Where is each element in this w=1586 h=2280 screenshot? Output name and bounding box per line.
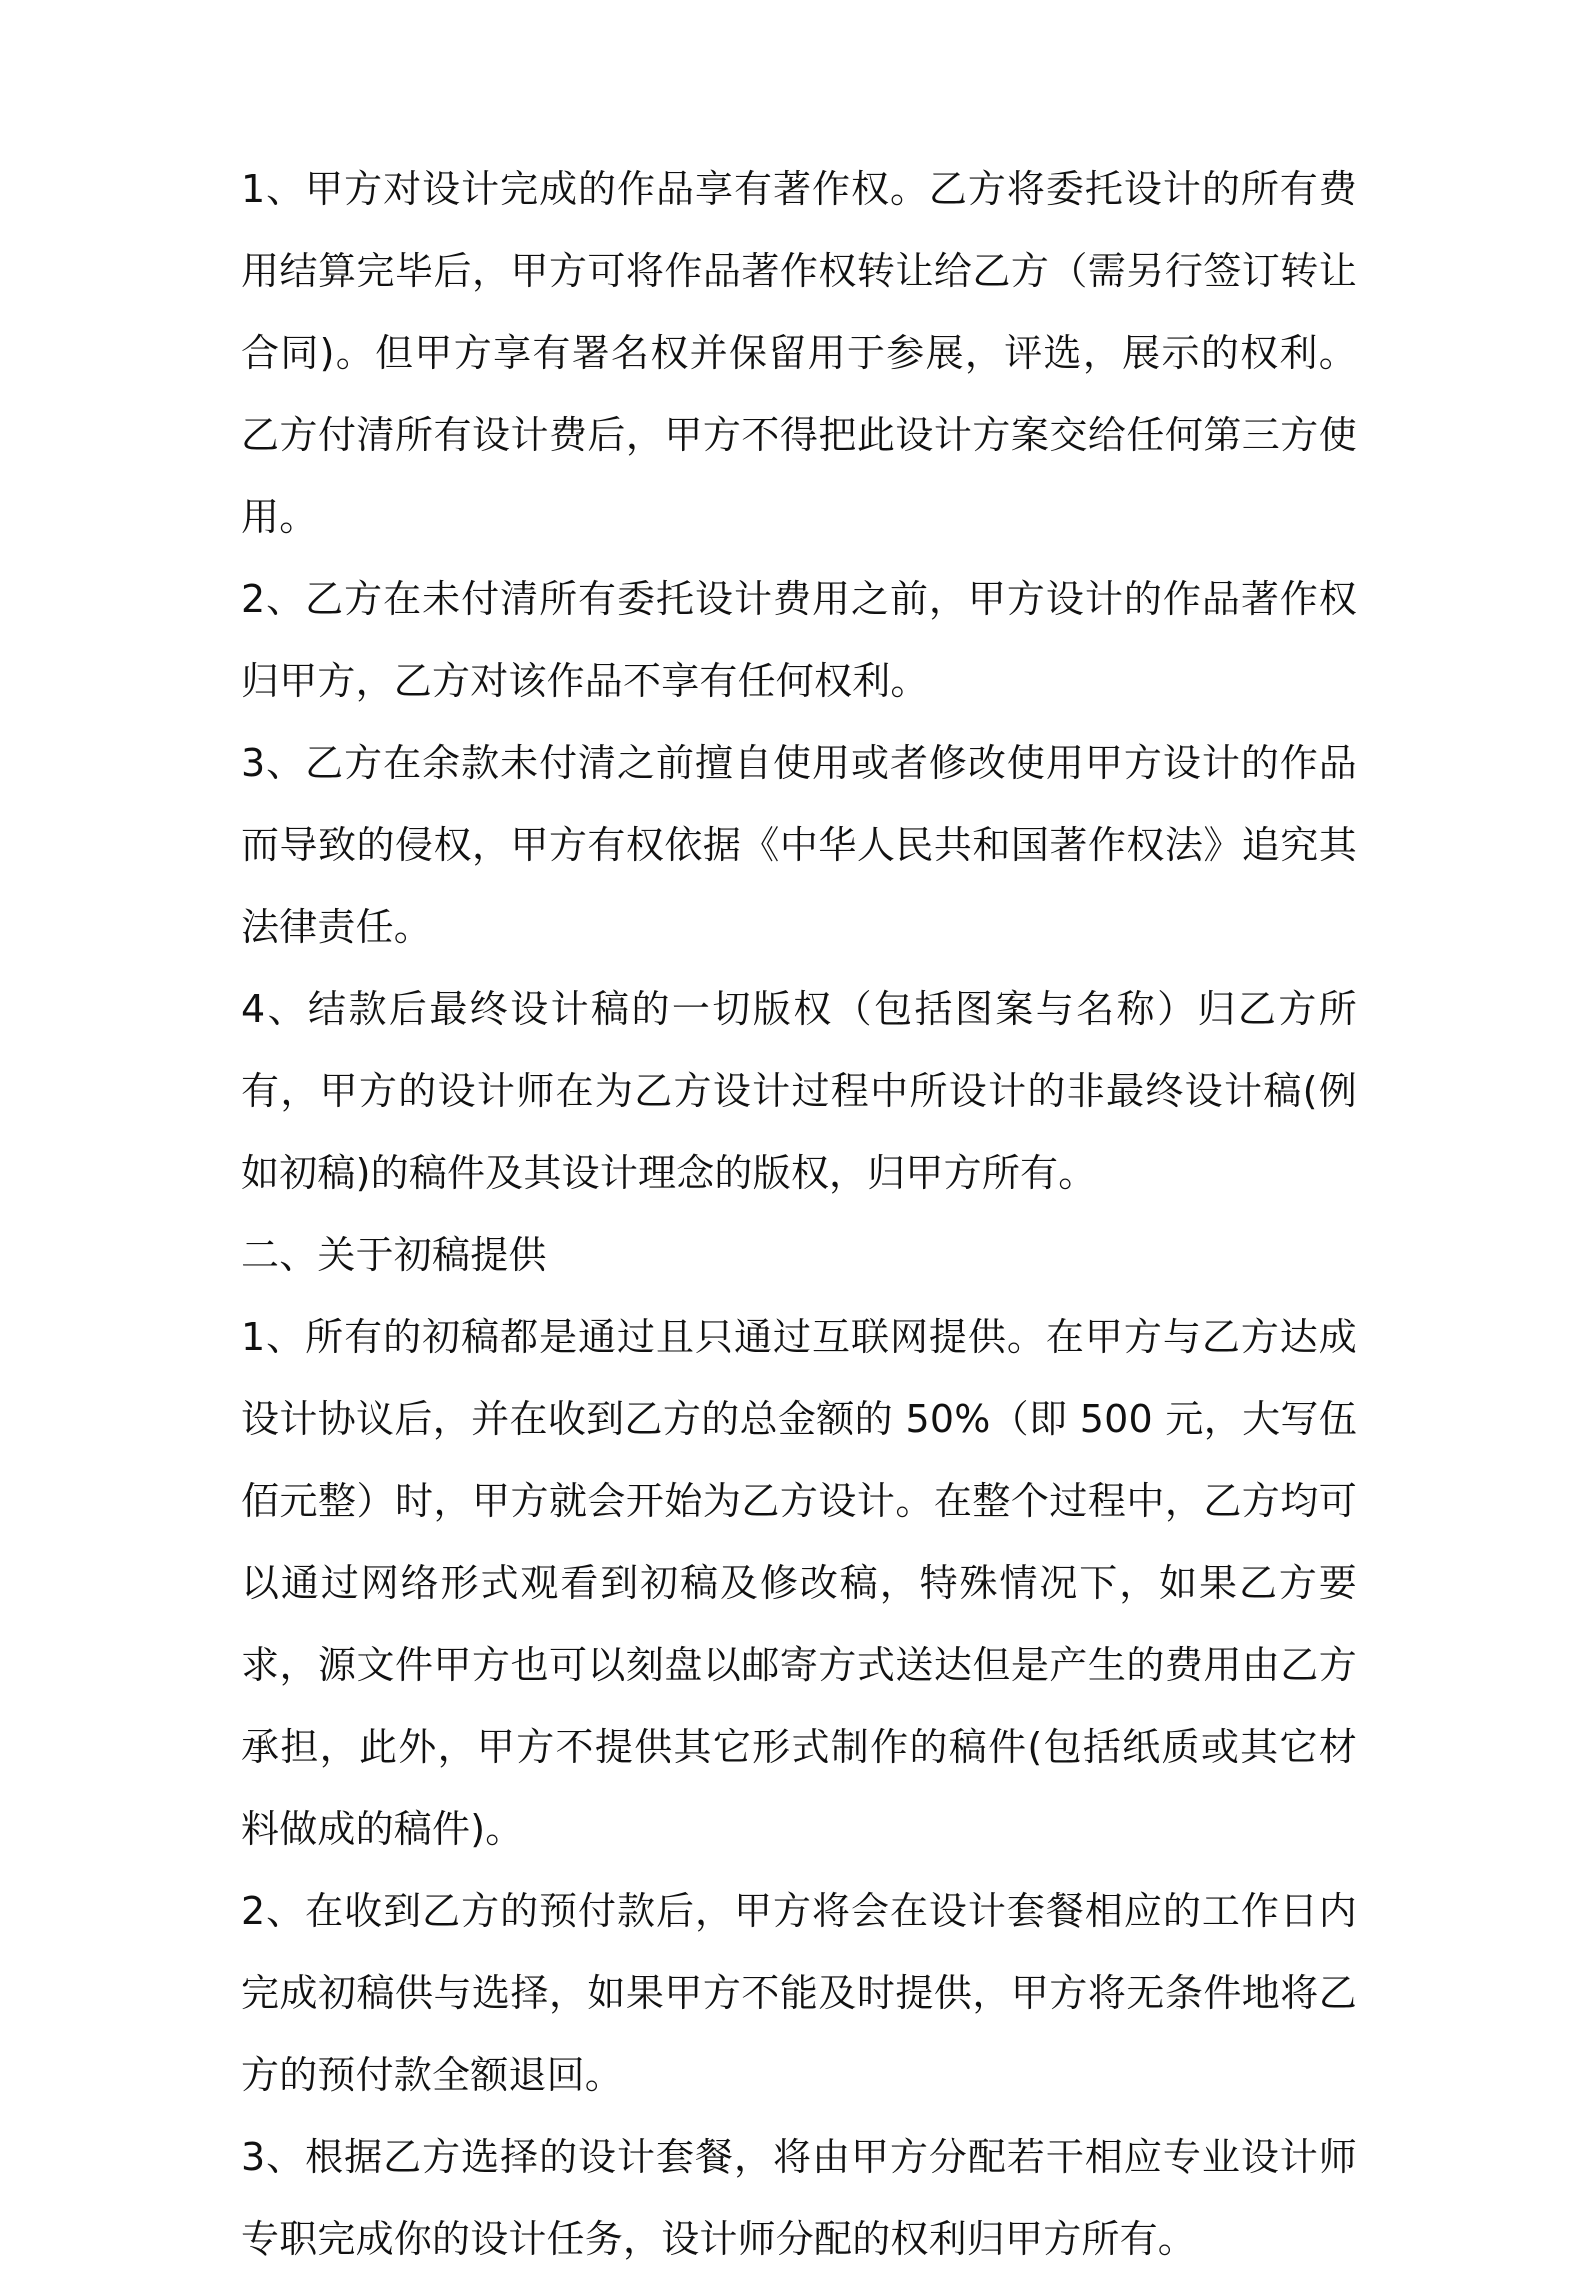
clause-paragraph: 3、根据乙方选择的设计套餐，将由甲方分配若干相应专业设计师专职完成你的设计任务，设计师分配的权利归甲方所有。 bbox=[241, 2135, 1357, 2261]
clause-paragraph: 3、乙方在余款未付清之前擅自使用或者修改使用甲方设计的作品而导致的侵权，甲方有权依据《中华人民共和国著作权法》追究其法律责任。 bbox=[241, 741, 1357, 949]
clause-paragraph: 1、甲方对设计完成的作品享有著作权。乙方将委托设计的所有费用结算完毕后，甲方可将作品著作权转让给乙方（需另行签订转让合同)。但甲方享有署名权并保留用于参展，评选，展示的权利。乙方付清所有设计费后，甲方不得把此设计方案交给任何第三方使用。 bbox=[241, 167, 1357, 539]
document-body bbox=[241, 148, 1357, 2280]
clause-paragraph: 4、结款后最终设计稿的一切版权（包括图案与名称）归乙方所有，甲方的设计师在为乙方设计过程中所设计的非最终设计稿(例如初稿)的稿件及其设计理念的版权，归甲方所有。 bbox=[241, 987, 1357, 1195]
clause-paragraph: 2、乙方在未付清所有委托设计费用之前，甲方设计的作品著作权归甲方，乙方对该作品不享有任何权利。 bbox=[241, 577, 1357, 703]
section-heading: 二、关于初稿提供 bbox=[241, 1233, 547, 1277]
clause-paragraph: 2、在收到乙方的预付款后，甲方将会在设计套餐相应的工作日内完成初稿供与选择，如果甲方不能及时提供，甲方将无条件地将乙方的预付款全额退回。 bbox=[241, 1889, 1357, 2097]
clause-paragraph: 1、所有的初稿都是通过且只通过互联网提供。在甲方与乙方达成设计协议后，并在收到乙方的总金额的 50%（即 500 元，大写伍佰元整）时，甲方就会开始为乙方设计。在整个过程中，乙方均可以通过网络形式观看到初稿及修改稿，特殊情况下，如果乙方要求，源文件甲方也可以刻盘以邮寄方式送达但是产生的费用由乙方承担，此外，甲方不提供其它形式制作的稿件(包括纸质或其它材料做成的稿件)。 bbox=[241, 1315, 1357, 1851]
